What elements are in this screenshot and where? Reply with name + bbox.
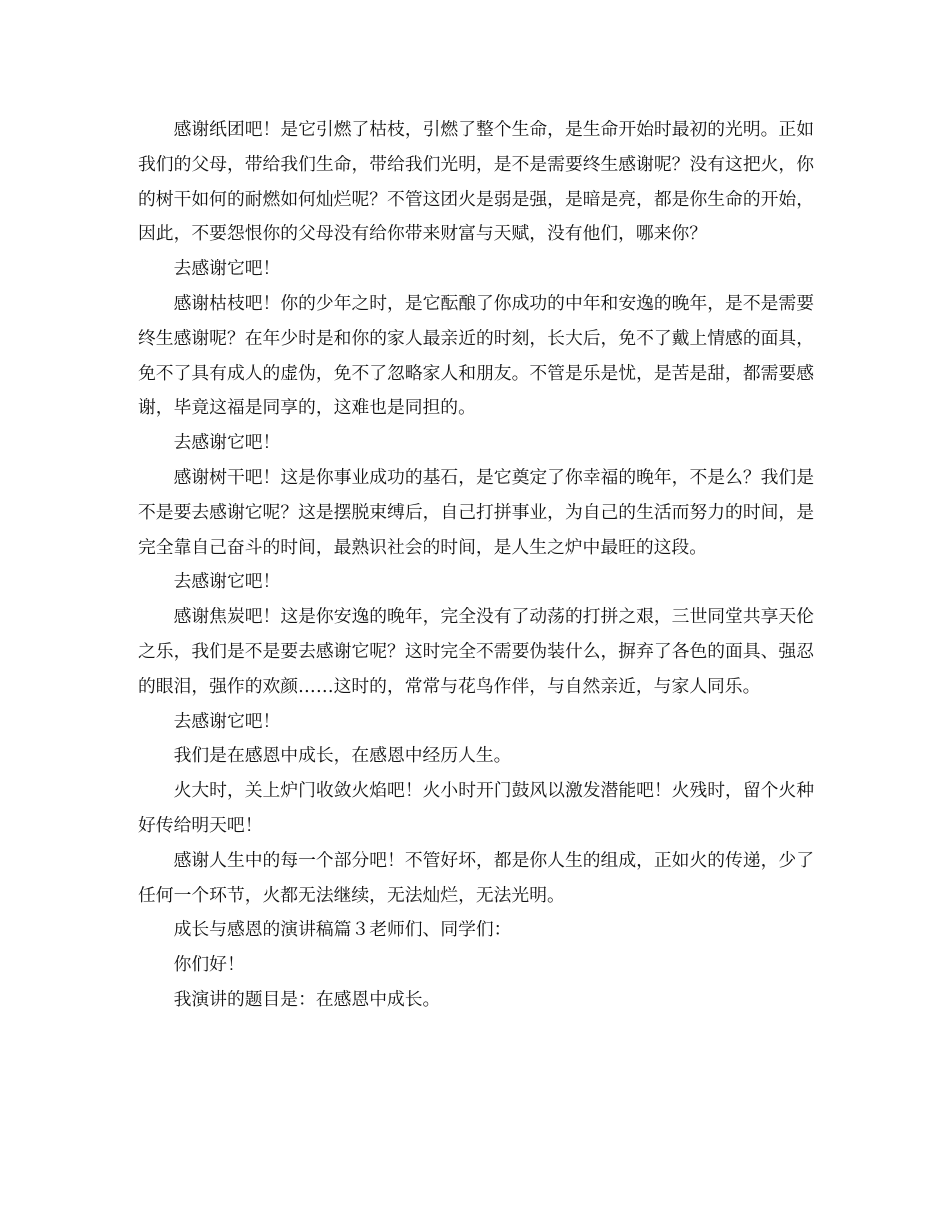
paragraph-thank-charcoal: 感谢焦炭吧！这是你安逸的晚年，完全没有了动荡的打拼之艰，三世同堂共享天伦之乐，我们是不是要去感谢它呢？这时完全不需要伪装什么，摒弃了各色的面具、强忍的眼泪，强作的欢颜……这时的，常常与花鸟作伴，与自然亲近，与家人同乐。 <box>138 606 814 697</box>
paragraph-speech-3-heading: 成长与感恩的演讲稿篇３老师们、同学们： <box>173 919 512 941</box>
paragraph-thank-paper: 感谢纸团吧！是它引燃了枯枝，引燃了整个生命，是生命开始时最初的光明。正如我们的父母，带给我们生命，带给我们光明，是不是需要终生感谢呢？没有这把火，你的树干如何的耐燃如何灿烂呢？不管这团火是弱是强，是暗是亮，都是你生命的开始，因此，不要怨恨你的父母没有给你带来财富与天赋，没有他们，哪来你？ <box>138 119 814 245</box>
paragraph-thank-every-part: 感谢人生中的每一个部分吧！不管好坏，都是你人生的组成，正如火的传递，少了任何一个环节，火都无法继续，无法灿烂，无法光明。 <box>138 849 814 906</box>
paragraph-go-thank-4: 去感谢它吧！ <box>173 710 281 732</box>
paragraph-go-thank-1: 去感谢它吧！ <box>173 258 281 280</box>
paragraph-grow-in-gratitude: 我们是在感恩中成长，在感恩中经历人生。 <box>173 745 512 767</box>
paragraph-thank-twigs: 感谢枯枝吧！你的少年之时，是它酝酿了你成功的中年和安逸的晚年，是不是需要终生感谢呢？在年少时是和你的家人最亲近的时刻，长大后，免不了戴上情感的面具，免不了具有成人的虚伪，免不了忽略家人和朋友。不管是乐是忧，是苦是甜，都需要感谢，毕竟这福是同享的，这难也是同担的。 <box>138 292 814 419</box>
paragraph-speech-topic: 我演讲的题目是：在感恩中成长。 <box>173 988 441 1010</box>
paragraph-go-thank-2: 去感谢它吧！ <box>173 432 281 454</box>
paragraph-greeting: 你们好！ <box>173 954 245 976</box>
document-body <box>138 113 814 1018</box>
paragraph-fire-advice: 火大时，关上炉门收敛火焰吧！火小时开门鼓风以激发潜能吧！火残时，留个火种好传给明天吧！ <box>138 780 814 836</box>
paragraph-thank-trunk: 感谢树干吧！这是你事业成功的基石，是它奠定了你幸福的晚年，不是么？我们是不是要去感谢它呢？这是摆脱束缚后，自己打拼事业，为自己的生活而努力的时间，是完全靠自己奋斗的时间，最熟识社会的时间，是人生之炉中最旺的这段。 <box>138 466 814 558</box>
paragraph-go-thank-3: 去感谢它吧！ <box>173 571 281 593</box>
